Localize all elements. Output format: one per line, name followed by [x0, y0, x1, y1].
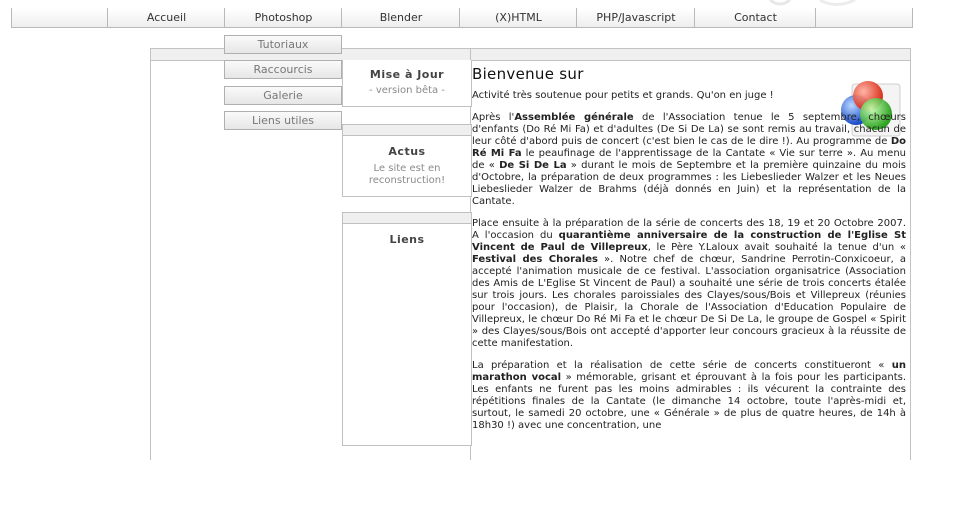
sidebar-links-box: [342, 212, 472, 446]
sidebar-links-header: [343, 212, 471, 224]
sidebar-news-text-line2: reconstruction!: [368, 175, 446, 186]
paragraph-assemblee: Après l'Assemblée générale de l'Association tenue le 5 septembre, chœurs d'enfants (Do Ré Mi Fa) et d'adultes (De Si De La) se sont remis au travail, chacun de leur côté d'abord puis de concert (c'est bien le cas de le dire !). Au programme de Do Ré Mi Fa le peaufinage de l'apprentissage de la Cantate « Vie sur terre ». Au menu de « De Si De La » durant le mois de Septembre et la première quinzaine du mois d'Octobre, la préparation de deux programmes : les Liebeslieder Walzer et les Neues Liebeslieder Walzer de Brahms (déjà donnés en Juin) et la représentation de la Cantate.: [472, 112, 906, 207]
sidebar-update-text: - version bêta -: [369, 85, 445, 96]
intro-paragraph: Activité très soutenue pour petits et grands. Qu'on en juge !: [472, 90, 774, 101]
nav-item-blender[interactable]: Blender: [341, 8, 460, 27]
frame-right-border: [910, 48, 911, 460]
nav-item-accueil[interactable]: Accueil: [107, 8, 225, 27]
nav-item-photoshop[interactable]: Photoshop: [224, 8, 342, 27]
submenu-item-tutoriaux[interactable]: Tutoriaux: [224, 35, 342, 54]
frame-left-border: [150, 48, 151, 460]
header-watermark-graphic: [760, 0, 880, 8]
submenu-item-raccourcis[interactable]: Raccourcis: [224, 60, 342, 79]
page-title: Bienvenue sur: [472, 65, 584, 83]
main-navigation: [11, 8, 913, 28]
nav-spacer-right: [815, 8, 913, 27]
sidebar-update-box: [342, 60, 472, 107]
submenu-item-liens-utiles[interactable]: Liens utiles: [224, 111, 342, 130]
sidebar-news-text-line1: Le site est en: [373, 163, 441, 174]
nav-item-xhtml[interactable]: (X)HTML: [459, 8, 577, 27]
sidebar-links-title: Liens: [389, 233, 425, 246]
submenu-item-galerie[interactable]: Galerie: [224, 86, 342, 105]
paragraph-concerts: Place ensuite à la préparation de la série de concerts des 18, 19 et 20 Octobre 2007. A l'occasion du quarantième anniversaire de la construction de l'Eglise St Vincent de Paul de Villepreux, le Père Y.Laloux avait souhaité la tenue d'un « Festival des Chorales ». Notre chef de chœur, Sandrine Perrotin-Conxicoeur, a accepté l'animation musicale de ce festival. L'association organisatrice (Association des Amis de L'Eglise St Vincent de Paul) a souhaité une série de trois concerts étalée sur trois jours. Les chorales paroissiales des Clayes/sous/Bois et Villepreux (réunies pour l'occasion), de Plaisir, la Chorale de l'Association d'Education Populaire de Villepreux, le chœur Do Ré Mi Fa et le chœur De Si De La, le groupe de Gospel « Spirit » des Clayes/sous/Bois ont accepté d'apporter leur concours gracieux à la réussite de cette manifestation.: [472, 218, 906, 349]
nav-item-contact[interactable]: Contact: [694, 8, 816, 27]
sidebar-update-title: Mise à Jour: [369, 68, 445, 81]
sidebar-news-title: Actus: [388, 145, 426, 158]
main-content: [472, 64, 906, 460]
sidebar-news-header: [343, 124, 471, 136]
paragraph-marathon: La préparation et la réalisation de cette série de concerts constitueront « un marathon vocal » mémorable, grisant et éprouvant à la fois pour les participants. Les enfants ne furent pas les moins admirables : ils vécurent la contrainte des répétitions finales de la Cantate (le dimanche 14 octobre, toute l'après-midi et, surtout, le samedi 20 octobre, une « Générale » de plus de quatre heures, de 14h à 18h30 !) avec une concentration, une: [472, 360, 906, 431]
sidebar-news-box: [342, 124, 472, 197]
nav-spacer-left: [12, 8, 107, 27]
nav-item-php-javascript[interactable]: PHP/Javascript: [576, 8, 695, 27]
